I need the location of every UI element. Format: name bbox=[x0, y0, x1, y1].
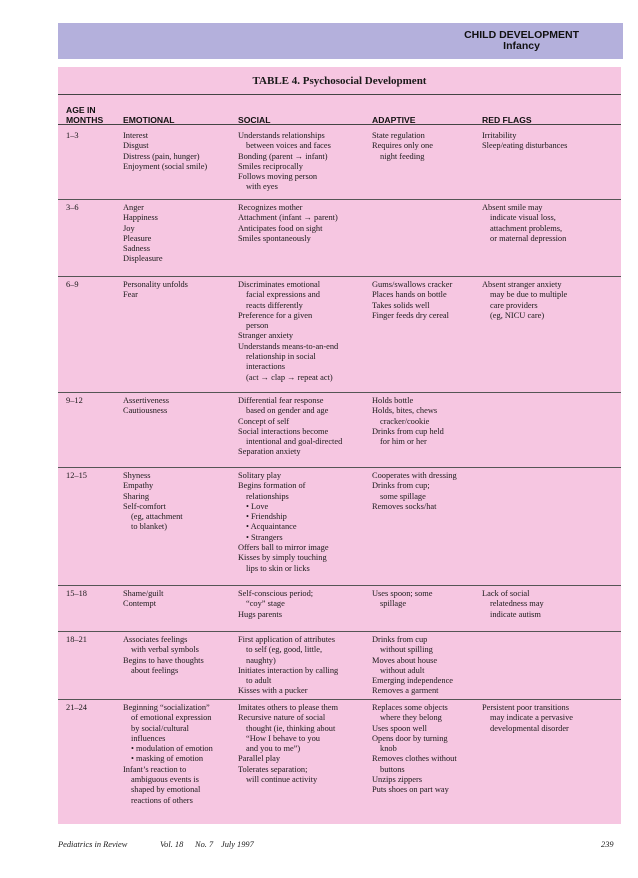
emotional-line: influences bbox=[131, 733, 166, 743]
social-line: based on gender and age bbox=[246, 406, 329, 416]
adaptive-line: Requires only one bbox=[372, 141, 433, 151]
column-header-red-flags bbox=[482, 97, 618, 125]
adaptive-line: knob bbox=[380, 744, 397, 754]
adaptive-line: Unzips zippers bbox=[372, 775, 423, 785]
title-divider bbox=[58, 94, 621, 95]
social-line: Begins formation of bbox=[238, 481, 306, 491]
section-header-bar bbox=[58, 23, 623, 59]
table-row bbox=[58, 276, 621, 392]
adaptive-cell bbox=[372, 471, 480, 512]
emotional-line: Infant’s reaction to bbox=[123, 764, 187, 774]
adaptive-line: some spillage bbox=[380, 491, 426, 501]
emotional-line: Fear bbox=[123, 290, 138, 300]
red-flags-line: Sleep/eating disturbances bbox=[482, 141, 568, 151]
emotional-line: Begins to have thoughts bbox=[123, 655, 204, 665]
social-cell bbox=[238, 703, 366, 785]
social-line: to self (eg, good, little, bbox=[246, 645, 323, 655]
red-flags-line: (eg, NICU care) bbox=[490, 310, 545, 320]
red-flags-line: indicate visual loss, bbox=[490, 213, 556, 223]
adaptive-line: Moves about house bbox=[372, 655, 438, 665]
social-line: Recursive nature of social bbox=[238, 713, 326, 723]
column-header-label: EMOTIONAL bbox=[123, 115, 175, 125]
social-cell bbox=[238, 396, 366, 458]
adaptive-line: Drinks from cup bbox=[372, 635, 428, 644]
social-line: Offers ball to mirror image bbox=[238, 543, 329, 553]
adaptive-line: Takes solids well bbox=[372, 300, 430, 310]
adaptive-line: night feeding bbox=[380, 151, 425, 161]
social-line: Smiles spontaneously bbox=[238, 233, 311, 243]
red-flags-line: indicate autism bbox=[490, 609, 541, 619]
age-value: 21–24 bbox=[66, 703, 87, 712]
emotional-line: Anger bbox=[123, 203, 144, 212]
social-line: Solitary play bbox=[238, 471, 282, 480]
emotional-line: Empathy bbox=[123, 481, 154, 491]
emotional-line: to blanket) bbox=[131, 522, 168, 532]
social-line: thought (ie, thinking about bbox=[246, 723, 336, 733]
table-row bbox=[58, 199, 621, 276]
adaptive-line: Places hands on bottle bbox=[372, 290, 447, 300]
psychosocial-table bbox=[58, 67, 621, 824]
red-flags-line: may be due to multiple bbox=[490, 290, 568, 300]
red-flags-line: Irritability bbox=[482, 131, 517, 140]
emotional-line: reactions of others bbox=[131, 795, 193, 805]
emotional-cell bbox=[123, 703, 233, 806]
adaptive-line: Uses spoon; some bbox=[372, 589, 433, 598]
adaptive-line: Removes a garment bbox=[372, 686, 439, 696]
table-row bbox=[58, 699, 621, 824]
emotional-line: Happiness bbox=[123, 213, 158, 223]
social-line: Parallel play bbox=[238, 754, 281, 764]
social-line: intentional and goal-directed bbox=[246, 437, 343, 447]
age-value: 18–21 bbox=[66, 635, 87, 644]
table-row bbox=[58, 392, 621, 467]
social-line: • Acquaintance bbox=[246, 522, 297, 532]
emotional-line: with verbal symbols bbox=[131, 645, 199, 655]
social-line: Preference for a given bbox=[238, 310, 313, 320]
age-value: 15–18 bbox=[66, 589, 87, 598]
adaptive-line: Holds bottle bbox=[372, 396, 414, 405]
red-flags-cell bbox=[482, 589, 618, 620]
section-title: CHILD DEVELOPMENT bbox=[464, 29, 579, 41]
red-flags-cell bbox=[482, 131, 618, 152]
social-cell bbox=[238, 203, 366, 244]
age-cell bbox=[66, 131, 118, 141]
social-line: Bonding (parent → infant) bbox=[238, 151, 328, 161]
social-line: • Love bbox=[246, 501, 269, 511]
social-line: Tolerates separation; bbox=[238, 764, 308, 774]
emotional-line: of emotional expression bbox=[131, 713, 212, 723]
emotional-line: Enjoyment (social smile) bbox=[123, 161, 208, 171]
red-flags-line: Lack of social bbox=[482, 589, 530, 598]
footer-journal: Pediatrics in Review bbox=[58, 840, 128, 849]
age-cell bbox=[66, 471, 118, 481]
age-value: 9–12 bbox=[66, 396, 83, 405]
adaptive-line: Holds, bites, chews bbox=[372, 406, 438, 416]
emotional-line: • modulation of emotion bbox=[131, 744, 213, 754]
emotional-line: about feelings bbox=[131, 665, 179, 675]
emotional-line: Self-comfort bbox=[123, 501, 166, 511]
social-line: lips to skin or licks bbox=[246, 563, 310, 573]
social-line: Kisses with a pucker bbox=[238, 686, 308, 696]
emotional-cell bbox=[123, 203, 233, 265]
red-flags-line: relatedness may bbox=[490, 599, 544, 609]
footer-number: No. 7 bbox=[195, 840, 214, 849]
social-line: Understands relationships bbox=[238, 131, 325, 140]
red-flags-line: Persistent poor transitions bbox=[482, 703, 570, 712]
social-line: relationship in social bbox=[246, 352, 316, 362]
social-line: (act → clap → repeat act) bbox=[246, 372, 333, 382]
red-flags-cell bbox=[482, 203, 618, 244]
adaptive-line: Drinks from cup; bbox=[372, 481, 430, 491]
age-header-line2: MONTHS bbox=[66, 115, 104, 125]
emotional-line: Sadness bbox=[123, 244, 150, 254]
age-cell bbox=[66, 396, 118, 406]
social-line: between voices and faces bbox=[246, 141, 331, 151]
section-header bbox=[464, 30, 579, 52]
adaptive-line: Removes clothes without bbox=[372, 754, 457, 764]
emotional-line: Shame/guilt bbox=[123, 589, 164, 598]
adaptive-cell bbox=[372, 589, 480, 610]
red-flags-cell bbox=[482, 703, 618, 734]
social-line: First application of attributes bbox=[238, 635, 335, 644]
emotional-line: Beginning “socialization” bbox=[123, 703, 210, 712]
emotional-cell bbox=[123, 471, 233, 533]
social-line: “How I behave to you bbox=[246, 733, 320, 743]
column-header-emotional bbox=[123, 97, 233, 125]
emotional-line: (eg, attachment bbox=[131, 512, 183, 522]
emotional-line: Joy bbox=[123, 223, 135, 233]
column-header-age bbox=[66, 97, 118, 125]
column-header-label: ADAPTIVE bbox=[372, 115, 416, 125]
emotional-line: Disgust bbox=[123, 141, 149, 151]
adaptive-cell bbox=[372, 396, 480, 447]
emotional-line: Shyness bbox=[123, 471, 151, 480]
adaptive-line: cracker/cookie bbox=[380, 416, 430, 426]
adaptive-line: spillage bbox=[380, 599, 407, 609]
social-line: Anticipates food on sight bbox=[238, 223, 323, 233]
social-cell bbox=[238, 131, 366, 193]
section-subtitle: Infancy bbox=[503, 40, 540, 52]
adaptive-line: Puts shoes on part way bbox=[372, 785, 449, 795]
adaptive-cell bbox=[372, 635, 480, 697]
adaptive-line: Gums/swallows cracker bbox=[372, 280, 453, 289]
column-header-label: SOCIAL bbox=[238, 115, 271, 125]
social-line: facial expressions and bbox=[246, 290, 320, 300]
emotional-line: • masking of emotion bbox=[131, 754, 204, 764]
adaptive-line: for him or her bbox=[380, 437, 427, 447]
red-flags-line: attachment problems, bbox=[490, 223, 563, 233]
social-cell bbox=[238, 471, 366, 574]
adaptive-line: Replaces some objects bbox=[372, 703, 448, 712]
emotional-line: Interest bbox=[123, 131, 149, 140]
adaptive-line: Uses spoon well bbox=[372, 723, 427, 733]
social-cell bbox=[238, 589, 366, 620]
adaptive-line: buttons bbox=[380, 764, 405, 774]
emotional-line: Cautiousness bbox=[123, 406, 168, 416]
social-line: • Friendship bbox=[246, 512, 287, 522]
footer-page-number: 239 bbox=[601, 840, 614, 849]
adaptive-line: Cooperates with dressing bbox=[372, 471, 457, 480]
emotional-line: Associates feelings bbox=[123, 635, 188, 644]
footer-volume: Vol. 18 bbox=[160, 840, 184, 849]
emotional-line: ambiguous events is bbox=[131, 775, 199, 785]
red-flags-cell bbox=[482, 280, 618, 321]
emotional-line: Displeasure bbox=[123, 254, 163, 264]
emotional-cell bbox=[123, 589, 233, 610]
emotional-cell bbox=[123, 396, 233, 417]
column-header-social bbox=[238, 97, 366, 125]
footer-date: July 1997 bbox=[221, 840, 254, 849]
age-cell bbox=[66, 203, 118, 213]
emotional-line: Personality unfolds bbox=[123, 280, 188, 289]
social-line: person bbox=[246, 321, 269, 331]
adaptive-line: Drinks from cup held bbox=[372, 426, 444, 436]
emotional-line: shaped by emotional bbox=[131, 785, 201, 795]
table-row bbox=[58, 127, 621, 199]
social-line: Attachment (infant → parent) bbox=[238, 213, 338, 223]
adaptive-line: Opens door by turning bbox=[372, 733, 448, 743]
social-line: Separation anxiety bbox=[238, 447, 301, 457]
emotional-line: Sharing bbox=[123, 491, 150, 501]
column-header-label: RED FLAGS bbox=[482, 115, 532, 125]
social-line: Discriminates emotional bbox=[238, 280, 321, 289]
social-line: interactions bbox=[246, 362, 286, 372]
social-line: to adult bbox=[246, 676, 272, 686]
red-flags-line: care providers bbox=[490, 300, 538, 310]
social-line: Differential fear response bbox=[238, 396, 324, 405]
emotional-cell bbox=[123, 131, 233, 172]
emotional-line: Assertiveness bbox=[123, 396, 170, 405]
social-line: naughty) bbox=[246, 655, 276, 665]
social-line: Stranger anxiety bbox=[238, 331, 294, 341]
social-line: and you to me”) bbox=[246, 744, 301, 754]
age-cell bbox=[66, 280, 118, 290]
social-line: reacts differently bbox=[246, 300, 303, 310]
adaptive-line: where they belong bbox=[380, 713, 442, 723]
red-flags-line: developmental disorder bbox=[490, 723, 569, 733]
adaptive-line: State regulation bbox=[372, 131, 425, 140]
header-divider bbox=[58, 124, 621, 125]
adaptive-line: Finger feeds dry cereal bbox=[372, 310, 449, 320]
social-line: Recognizes mother bbox=[238, 203, 303, 212]
red-flags-line: may indicate a pervasive bbox=[490, 713, 574, 723]
adaptive-line: Emerging independence bbox=[372, 676, 454, 686]
social-line: relationships bbox=[246, 491, 289, 501]
age-cell bbox=[66, 635, 118, 645]
age-header-line1: AGE IN bbox=[66, 105, 96, 115]
emotional-cell bbox=[123, 280, 233, 301]
table-row bbox=[58, 631, 621, 699]
adaptive-line: Removes socks/hat bbox=[372, 501, 437, 511]
social-line: • Strangers bbox=[246, 532, 283, 542]
social-line: will continue activity bbox=[246, 775, 318, 785]
social-line: Concept of self bbox=[238, 416, 290, 426]
age-cell bbox=[66, 589, 118, 599]
adaptive-cell bbox=[372, 131, 480, 162]
emotional-line: Distress (pain, hunger) bbox=[123, 151, 200, 161]
red-flags-line: Absent smile may bbox=[482, 203, 543, 212]
adaptive-cell bbox=[372, 280, 480, 321]
age-value: 3–6 bbox=[66, 203, 79, 212]
red-flags-line: or maternal depression bbox=[490, 233, 567, 243]
social-cell bbox=[238, 280, 366, 383]
column-header-adaptive bbox=[372, 97, 480, 125]
table-row bbox=[58, 467, 621, 585]
emotional-line: Contempt bbox=[123, 599, 157, 609]
red-flags-line: Absent stranger anxiety bbox=[482, 280, 562, 289]
social-line: Smiles reciprocally bbox=[238, 161, 303, 171]
social-line: Kisses by simply touching bbox=[238, 553, 327, 563]
emotional-line: by social/cultural bbox=[131, 723, 189, 733]
social-line: with eyes bbox=[246, 182, 278, 192]
adaptive-line: without adult bbox=[380, 665, 425, 675]
age-value: 1–3 bbox=[66, 131, 79, 140]
social-cell bbox=[238, 635, 366, 697]
social-line: Follows moving person bbox=[238, 172, 318, 182]
social-line: Initiates interaction by calling bbox=[238, 665, 339, 675]
age-value: 6–9 bbox=[66, 280, 79, 289]
emotional-line: Pleasure bbox=[123, 233, 152, 243]
age-cell bbox=[66, 703, 118, 713]
table-title: TABLE 4. Psychosocial Development bbox=[252, 75, 427, 87]
social-line: Social interactions become bbox=[238, 426, 329, 436]
adaptive-cell bbox=[372, 703, 480, 796]
emotional-cell bbox=[123, 635, 233, 676]
social-line: “coy” stage bbox=[246, 599, 285, 609]
social-line: Self-conscious period; bbox=[238, 589, 314, 598]
social-line: Imitates others to please them bbox=[238, 703, 339, 712]
social-line: Hugs parents bbox=[238, 609, 282, 619]
table-row bbox=[58, 585, 621, 631]
social-line: Understands means-to-an-end bbox=[238, 341, 339, 351]
age-value: 12–15 bbox=[66, 471, 87, 480]
adaptive-line: without spilling bbox=[380, 645, 433, 655]
